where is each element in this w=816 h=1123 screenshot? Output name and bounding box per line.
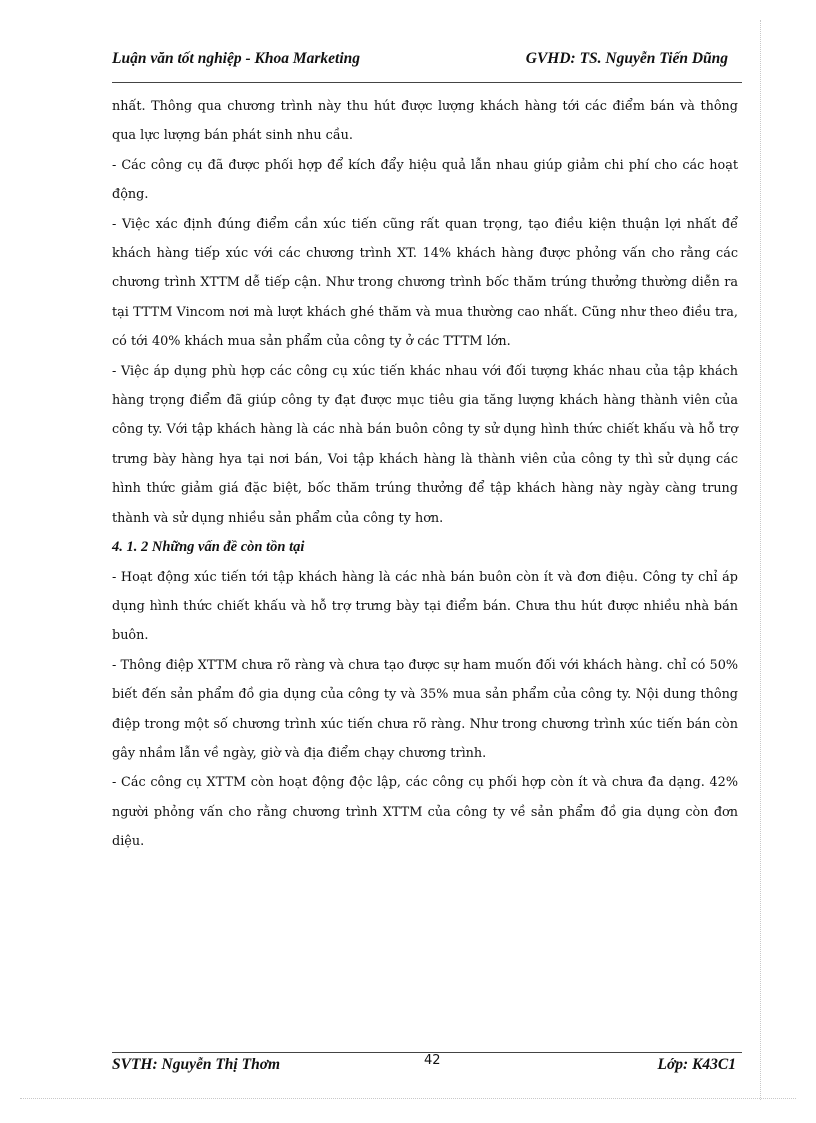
- page-edge-guide-right: [760, 20, 761, 1100]
- page-header: [112, 48, 742, 74]
- paragraph-7: - Các công cụ XTTM còn hoạt động độc lập, các công cụ phối hợp còn ít và chưa đa dạng. 42% người phỏng vấn cho rằng chương trình XTTM của công ty về sản phẩm đồ gia dụng còn đơn diệu.: [112, 775, 738, 850]
- paragraph-4: - Việc áp dụng phù hợp các công cụ xúc tiến khác nhau với đối tượng khác nhau của tập khách hàng trọng điểm đã giúp công ty đạt được mục tiêu gia tăng lượng khách hàng thành viên của công ty. Với tập khách hàng là các nhà bán buôn công ty sử dụng hình thức chiết khấu và hỗ trợ trưng bày hàng hya tại nơi bán, Voi tập khách hàng là thành viên của công ty thì sử dụng các hình thức giảm giá đặc biệt, bốc thăm trúng thưởng để tập khách hàng này ngày càng trung thành và sử dụng nhiều sản phẩm của công ty hơn.: [112, 363, 738, 526]
- footer-class: Lớp: K43C1: [657, 1056, 736, 1073]
- page-number: 42: [424, 1053, 441, 1068]
- section-heading: 4. 1. 2 Những vấn đề còn tồn tại: [112, 539, 305, 556]
- header-thesis-title: Luận văn tốt nghiệp - Khoa Marketing: [112, 50, 361, 67]
- paragraph-3: - Việc xác định đúng điểm cần xúc tiến cũng rất quan trọng, tạo điều kiện thuận lợi nhất để khách hàng tiếp xúc với các chương trình XT. 14% khách hàng được phỏng vấn cho rằng các chương trình XTTM dễ tiếp cận. Như trong chương trình bốc thăm trúng thưởng thường diễn ra tại TTTM Vincom nơi mà lượt khách ghé thăm và mua thường cao nhất. Cũng như theo điều tra, có tới 40% khách mua sản phẩm của công ty ở các TTTM lớn.: [112, 216, 738, 350]
- page-footer: [112, 1055, 742, 1079]
- paragraph-1: nhất. Thông qua chương trình này thu hút được lượng khách hàng tới các điểm bán và thông qua lực lượng bán phát sinh nhu cầu.: [112, 99, 738, 144]
- page-body: [112, 92, 738, 857]
- paragraph-5: - Hoạt động xúc tiến tới tập khách hàng là các nhà bán buôn còn ít và đơn điệu. Công ty chỉ áp dụng hình thức chiết khấu và hỗ trợ trưng bày tại điểm bán. Chưa thu hút được nhiều nhà bán buôn.: [112, 569, 738, 644]
- footer-student: SVTH: Nguyễn Thị Thơm: [112, 1056, 281, 1073]
- header-rule: [112, 82, 742, 83]
- header-supervisor: GVHD: TS. Nguyễn Tiến Dũng: [525, 50, 728, 67]
- paragraph-2: - Các công cụ đã được phối hợp để kích đẩy hiệu quả lẫn nhau giúp giảm chi phí cho các hoạt động.: [112, 157, 738, 203]
- page-edge-guide-bottom: [20, 1098, 796, 1099]
- paragraph-6: - Thông điệp XTTM chưa rõ ràng và chưa tạo được sự ham muốn đối với khách hàng. chỉ có 50% biết đến sản phẩm đồ gia dụng của công ty và 35% mua sản phẩm của công ty. Nội dung thông điệp trong một số chương trình xúc tiến chưa rõ ràng. Như trong chương trình xúc tiến bán còn gây nhầm lẫn về ngày, giờ và địa điểm chạy chương trình.: [112, 657, 738, 761]
